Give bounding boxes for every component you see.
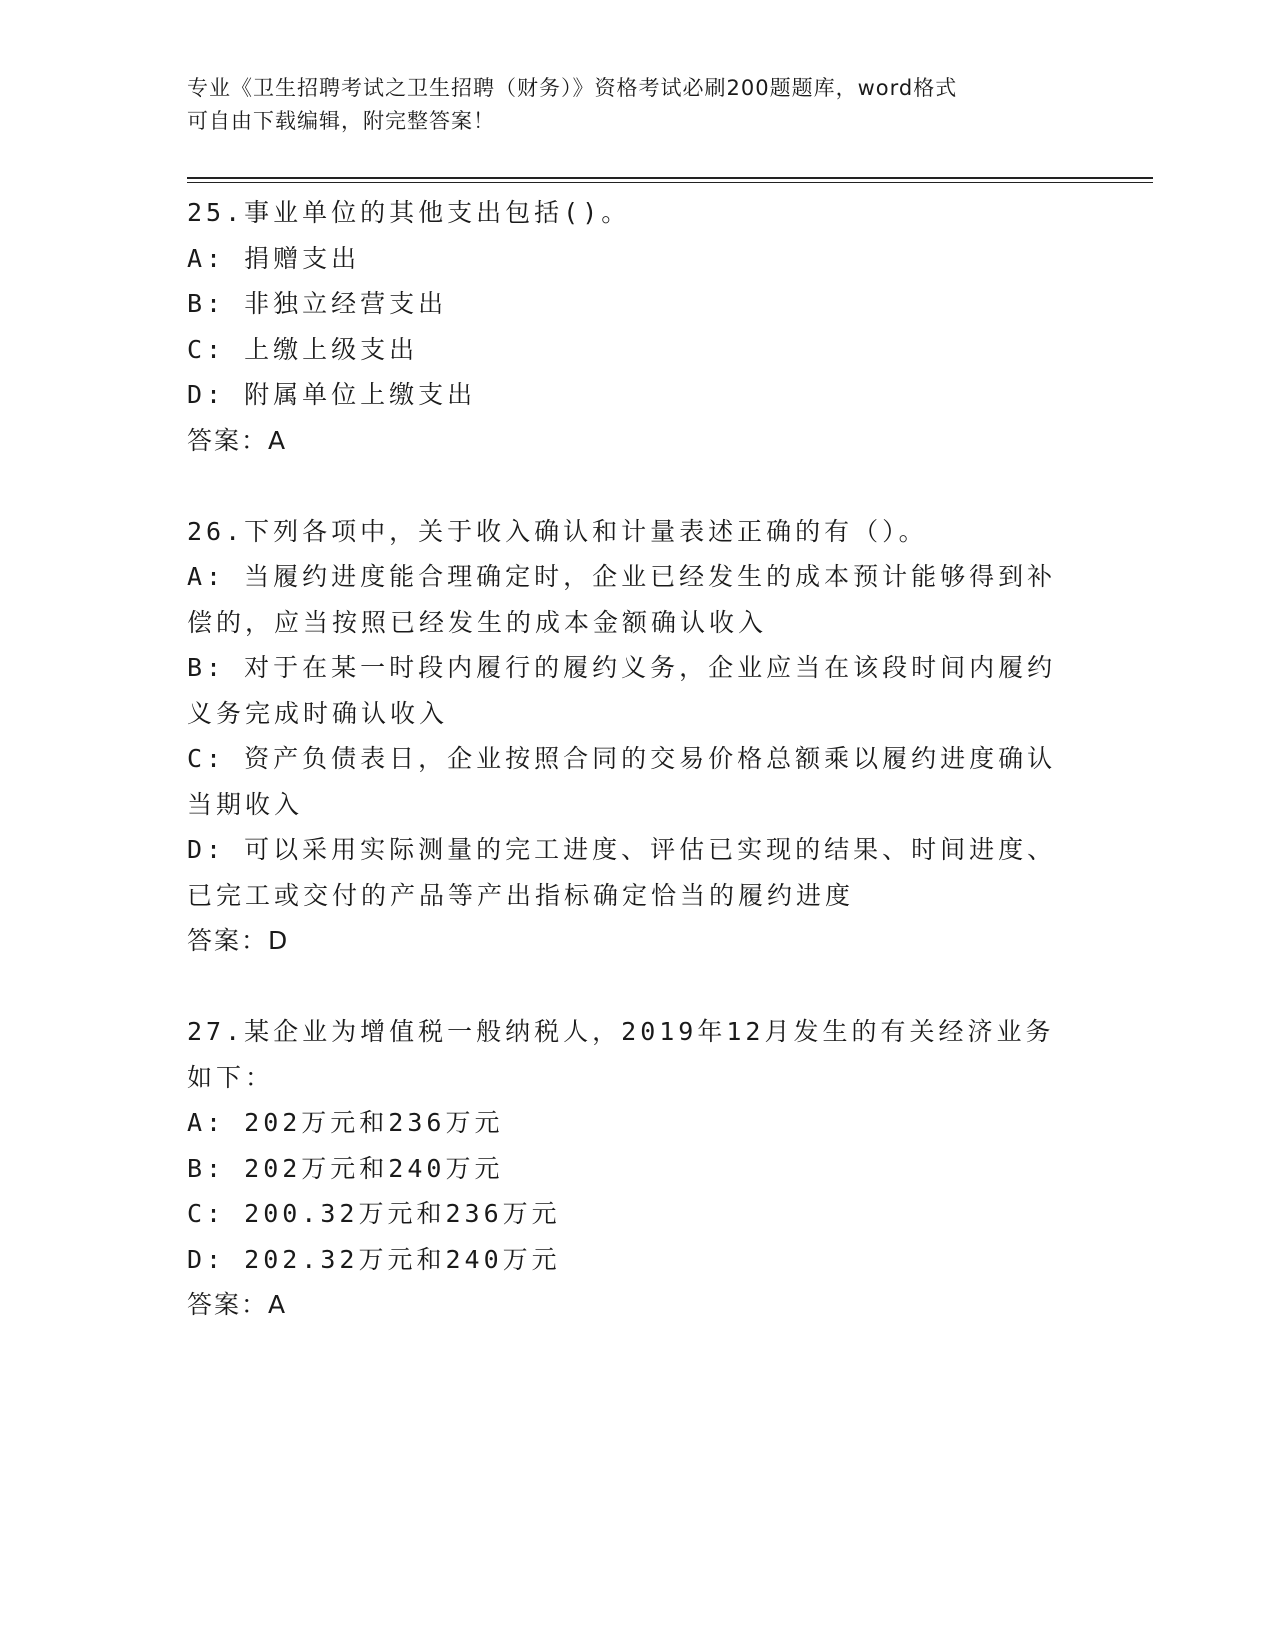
question-stem: 26.下列各项中，关于收入确认和计量表述正确的有（）。 — [187, 516, 928, 546]
option-c: C: 资产负债表日，企业按照合同的交易价格总额乘以履约进度确认当期收入 — [187, 744, 1057, 819]
answer-label: 答案：A — [187, 425, 288, 455]
question-26 — [187, 509, 1077, 964]
question-27 — [187, 1009, 1077, 1328]
option-b: B: 非独立经营支出 — [187, 289, 448, 318]
question-stem: 25.事业单位的其他支出包括()。 — [187, 198, 631, 227]
option-a: A: 当履约进度能合理确定时，企业已经发生的成本预计能够得到补偿的，应当按照已经发生的成本金额确认收入 — [187, 562, 1057, 637]
header-line-1: 专业《卫生招聘考试之卫生招聘（财务）》资格考试必刷200题题库，word格式 — [187, 76, 958, 100]
option-c: C: 200.32万元和236万元 — [187, 1199, 561, 1228]
question-25 — [187, 190, 1077, 463]
option-a: A: 捐赠支出 — [187, 243, 361, 273]
option-d: D: 202.32万元和240万元 — [187, 1244, 561, 1274]
option-c: C: 上缴上级支出 — [187, 334, 419, 364]
answer-label: 答案：A — [187, 1290, 288, 1319]
header-line-2: 可自由下载编辑，附完整答案！ — [187, 109, 495, 133]
option-d: D: 附属单位上缴支出 — [187, 380, 477, 409]
question-stem: 27.某企业为增值税一般纳税人，2019年12月发生的有关经济业务如下： — [187, 1017, 1055, 1092]
header-divider-thin — [187, 182, 1153, 183]
option-b: B: 对于在某一时段内履行的履约义务，企业应当在该段时间内履约义务完成时确认收入 — [187, 653, 1057, 728]
question-list — [187, 190, 1077, 1373]
document-header — [187, 72, 1087, 138]
option-d: D: 可以采用实际测量的完工进度、评估已实现的结果、时间进度、已完工或交付的产品等产出指标确定恰当的履约进度 — [187, 835, 1057, 910]
header-divider-thick — [187, 177, 1153, 179]
option-b: B: 202万元和240万元 — [187, 1153, 504, 1183]
answer-label: 答案：D — [187, 926, 290, 955]
option-a: A: 202万元和236万元 — [187, 1108, 504, 1137]
